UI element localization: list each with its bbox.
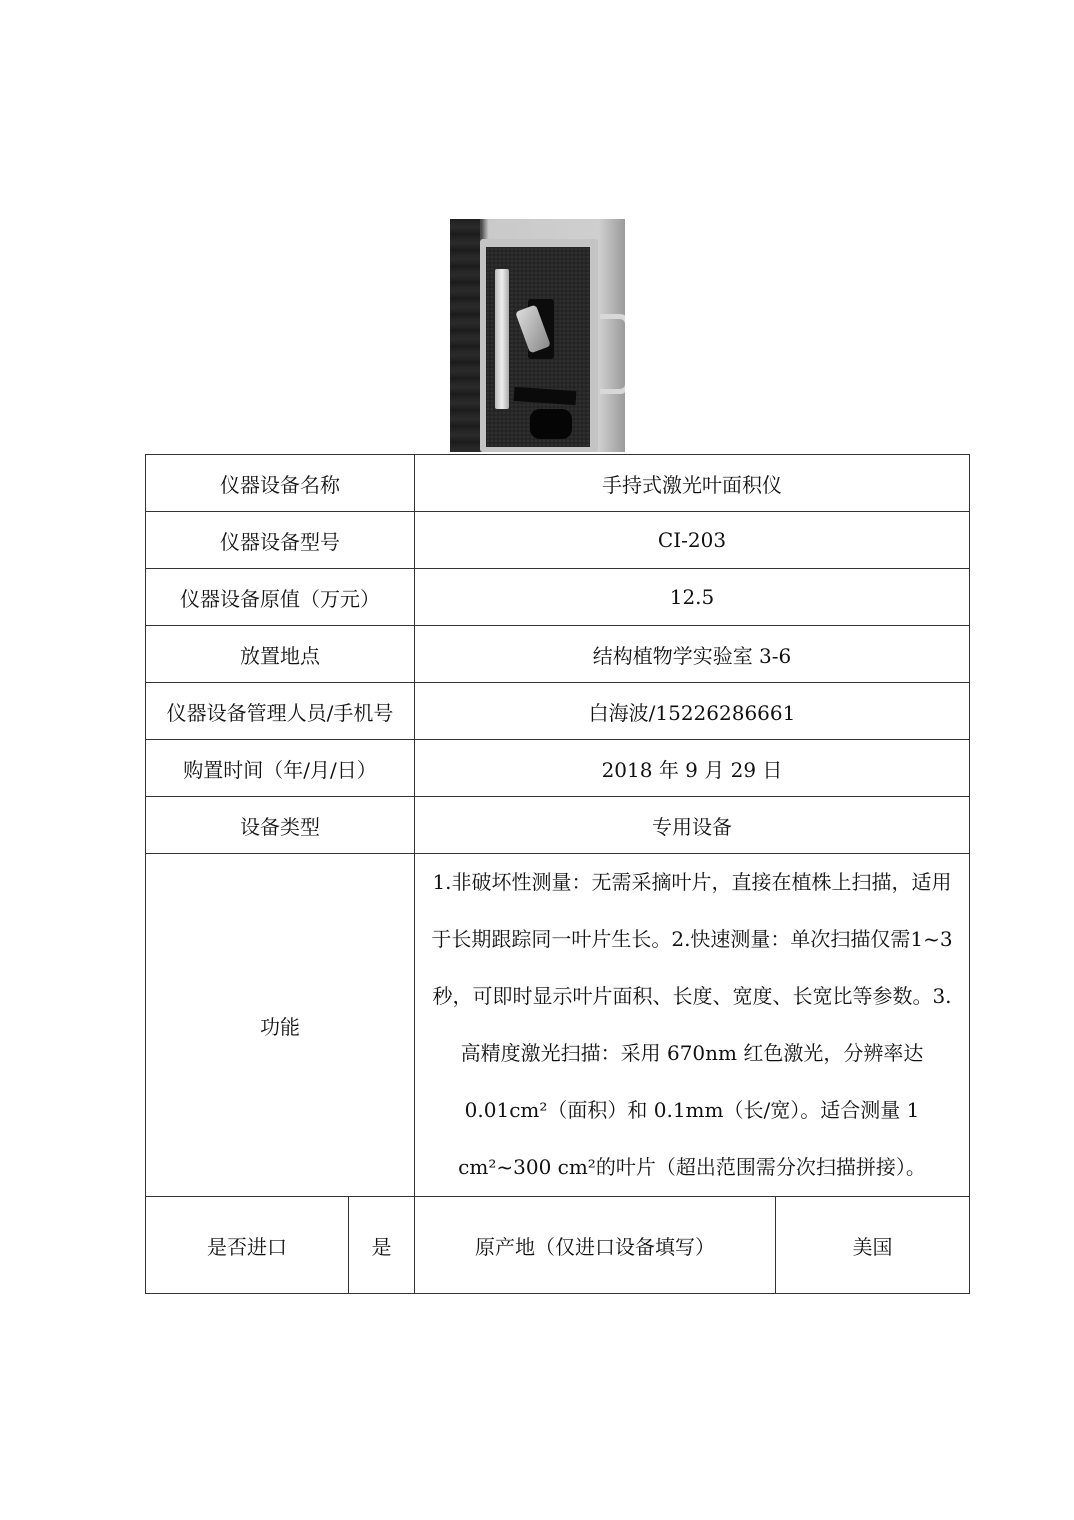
field-label-imported: 是否进口	[146, 1197, 349, 1294]
field-value-name: 手持式激光叶面积仪	[415, 455, 970, 512]
table-row	[146, 797, 970, 854]
field-label-location: 放置地点	[146, 626, 415, 683]
field-label-purchase-date: 购置时间（年/月/日）	[146, 740, 415, 797]
field-label-type: 设备类型	[146, 797, 415, 854]
field-value-origin: 美国	[776, 1197, 970, 1294]
scanner-wand	[495, 269, 509, 409]
field-value-purchase-date: 2018 年 9 月 29 日	[415, 740, 970, 797]
table-row	[146, 569, 970, 626]
field-value-location: 结构植物学实验室 3-6	[415, 626, 970, 683]
table-row	[146, 683, 970, 740]
table-row	[146, 455, 970, 512]
table-row	[146, 512, 970, 569]
field-value-manager: 白海波/15226286661	[415, 683, 970, 740]
field-label-manager: 仪器设备管理人员/手机号	[146, 683, 415, 740]
field-label-function: 功能	[146, 854, 415, 1197]
field-value-function: 1.非破坏性测量：无需采摘叶片，直接在植株上扫描，适用于长期跟踪同一叶片生长。2.快速测量：单次扫描仅需1~3 秒，可即时显示叶片面积、长度、宽度、长宽比等参数。3.高精度激光扫描：采用 670nm 红色激光，分辨率达0.01cm²（面积）和 0.1mm（长/宽）。适合测量 1 cm²~300 cm²的叶片（超出范围需分次扫描拼接）。	[415, 854, 970, 1197]
field-label-name: 仪器设备名称	[146, 455, 415, 512]
equipment-info-table	[145, 454, 970, 1294]
table-row	[146, 740, 970, 797]
field-value-type: 专用设备	[415, 797, 970, 854]
case-handle	[600, 314, 625, 394]
table-row	[146, 626, 970, 683]
equipment-photo	[450, 219, 625, 452]
table-row-function	[146, 854, 970, 1197]
field-label-origin: 原产地（仅进口设备填写）	[415, 1197, 776, 1294]
field-label-price: 仪器设备原值（万元）	[146, 569, 415, 626]
field-label-model: 仪器设备型号	[146, 512, 415, 569]
field-value-price: 12.5	[415, 569, 970, 626]
field-value-imported: 是	[349, 1197, 415, 1294]
case-lid-foam	[450, 219, 480, 452]
cable-bundle	[530, 409, 572, 439]
field-value-model: CI-203	[415, 512, 970, 569]
table-row-import	[146, 1197, 970, 1294]
